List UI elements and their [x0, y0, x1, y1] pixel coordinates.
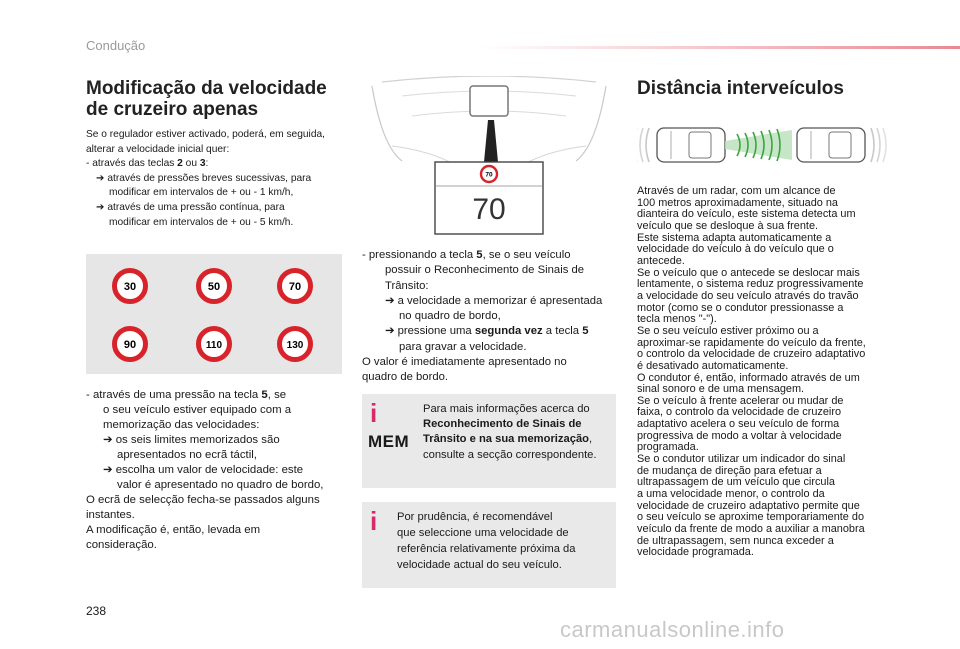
text-line: Se o seu veículo estiver próximo ou a: [637, 324, 819, 337]
bullet-line: modificar em intervalos de + ou - 1 km/h,: [109, 187, 294, 199]
key-5: 5: [582, 325, 589, 338]
text-line: o seu veículo estiver equipado com a: [103, 404, 292, 416]
intro-text: [86, 128, 342, 230]
text-line: Se o veículo que o antecede se deslocar mais: [637, 266, 860, 279]
speed-sign-90: [115, 329, 146, 360]
text-line: ultrapassagem de um veículo que circula: [637, 476, 835, 489]
radar-graphic: [637, 120, 887, 170]
text-line: Para mais informações acerca do: [423, 403, 590, 415]
sign-value: 30: [123, 281, 137, 293]
text-line: a uma velocidade menor, o controlo da: [637, 488, 825, 501]
sign-value: 110: [205, 340, 223, 351]
text-line: consulte a secção correspondente.: [423, 448, 597, 461]
text-line: Através de um radar, com um alcance de: [637, 185, 836, 197]
info-note-prudence: [362, 502, 616, 588]
radar-illustration: [637, 120, 887, 170]
display-speed-value: 70: [472, 193, 506, 226]
text-line: instantes.: [86, 509, 135, 521]
text-line: possuir o Reconhecimento de Sinais de: [385, 264, 585, 277]
text: , se: [267, 389, 287, 401]
title-line-2: de cruzeiro apenas: [86, 99, 259, 120]
bullet-line: ➔ através de uma pressão contínua, para: [96, 201, 285, 213]
bullet-line: modificar em intervalos de + ou - 5 km/h.: [109, 216, 294, 228]
text-line: apresentados no ecrã táctil,: [117, 449, 257, 461]
text-line: referência relativamente próxima da: [397, 543, 576, 555]
text-line: O valor é imediatamente apresentado no: [362, 356, 567, 369]
text-line: que seleccione uma velocidade de: [397, 527, 569, 539]
text-line: O ecrã de selecção fecha-se passados alguns: [86, 494, 320, 506]
bold-text: segunda vez: [474, 325, 543, 338]
text-line: ➔ a velocidade a memorizar é apresentada: [385, 294, 603, 307]
speed-sign-110: [199, 329, 230, 360]
text: ou: [182, 158, 200, 170]
info-icon: i: [370, 506, 378, 536]
intro-keys-line: [86, 157, 342, 172]
distance-text: [637, 186, 897, 559]
text-line: quadro de bordo.: [362, 371, 449, 384]
text: :: [205, 158, 209, 170]
text-line: sinal sonoro e de uma mensagem.: [637, 383, 805, 396]
text-line: programada.: [637, 441, 699, 454]
text-line: de ultrapassagem, sem nunca exceder a: [637, 534, 834, 547]
text-line: aproximar-se rapidamente do veículo da frente,: [637, 336, 866, 349]
key-3: 3: [199, 158, 206, 170]
text-line: motor (como se o condutor pressionasse a: [637, 301, 844, 314]
text-line: valor é apresentado no quadro de bordo,: [117, 479, 324, 491]
memorisation-text: [86, 388, 348, 553]
text-line: Se o condutor utilizar um indicador do sinal: [637, 453, 846, 466]
page-number: 238: [86, 604, 107, 618]
text-line: veículo que se desloque à sua frente.: [637, 219, 819, 232]
speed-signs-panel: [86, 254, 342, 374]
text-line: consideração.: [86, 539, 157, 551]
section-title: Condução: [86, 38, 146, 53]
sign-value: 50: [207, 281, 221, 293]
text-line: [362, 248, 624, 263]
text: - através das teclas: [86, 158, 178, 170]
text-line: velocidade actual do seu veículo.: [397, 559, 562, 571]
text: - pressionando a tecla: [362, 249, 477, 261]
key-5: 5: [476, 249, 483, 261]
text-line: Reconhecimento de Sinais de: [423, 418, 582, 431]
text-line: velocidade programada.: [637, 546, 754, 559]
text-line: [362, 324, 624, 339]
text-line: de mudança de direção para efetuar a: [637, 464, 822, 477]
intro-line: Se o regulador estiver activado, poderá, em seguida,: [86, 129, 325, 140]
key-2: 2: [177, 158, 183, 170]
text-line: Trânsito:: [385, 279, 429, 292]
text-line: 100 metros aproximadamente, situado na: [637, 196, 838, 209]
page-title: [86, 78, 342, 120]
key-5: 5: [261, 389, 268, 401]
text-line: memorização das velocidades:: [103, 419, 260, 431]
detected-sign-value: 70: [485, 171, 493, 179]
bold-text: Trânsito e na sua memorização: [423, 433, 590, 446]
dashboard-illustration: [362, 76, 616, 238]
text-line: Este sistema adapta automaticamente a: [637, 231, 832, 244]
sign-value: 130: [286, 340, 304, 351]
text-line: Se o veículo à frente acelerar ou mudar de: [637, 394, 844, 407]
intro-line: alterar a velocidade inicial quer:: [86, 143, 230, 155]
text: , se o seu veículo: [482, 249, 571, 261]
speed-sign-30: [115, 271, 146, 302]
text-line: o seu veículo se aproxime temporariamente do: [637, 511, 865, 524]
text-line: [86, 388, 348, 403]
text-line: o controlo da velocidade de cruzeiro adaptativo: [637, 348, 866, 361]
text-line: tecla menos "-").: [637, 313, 717, 326]
speed-sign-50: [199, 271, 230, 302]
text: ➔ pressione uma: [385, 325, 475, 338]
sign-recognition-text: [362, 248, 624, 386]
text-line: faixa, o controlo da velocidade de cruzeiro: [637, 406, 842, 419]
text-line: é desativado automaticamente.: [637, 359, 789, 372]
info-icon: i: [370, 398, 378, 428]
text-line: A modificação é, então, levada em: [86, 524, 261, 536]
title-line-1: Modificação da velocidade: [86, 78, 327, 99]
text-line: lentamente, o sistema reduz progressivamente: [637, 278, 864, 291]
text-line: Por prudência, é recomendável: [397, 511, 553, 523]
sign-value: 90: [123, 339, 137, 351]
info-note-memorisation: [362, 394, 616, 488]
note-text: [397, 509, 612, 573]
text-line: a velocidade do seu veículo através do travão: [637, 289, 859, 302]
header-accent-bar: [480, 46, 960, 49]
sign-value: 70: [288, 281, 302, 293]
text-line: O condutor é, então, informado através de um: [637, 371, 860, 384]
text-line: antecede.: [637, 254, 685, 267]
text-line: progressiva de modo a voltar à velocidade: [637, 429, 842, 442]
mem-icon: MEM: [368, 432, 410, 451]
watermark: carmanualsonline.info: [560, 617, 785, 642]
text-line: velocidade do veículo à do veículo que o: [637, 243, 834, 256]
text-line: adaptativo acelera o seu veículo de forma: [637, 418, 840, 431]
text-line: velocidade de cruzeiro adaptativo permite que: [637, 499, 860, 512]
bullet-line: ➔ através de pressões breves sucessivas, para: [96, 172, 312, 184]
dashboard-graphic: [362, 76, 616, 238]
text-line: [423, 432, 613, 447]
section-heading: Distância interveículos: [637, 78, 844, 99]
text-line: ➔ os seis limites memorizados são: [103, 434, 280, 446]
text: - através de uma pressão na tecla: [86, 389, 262, 401]
text-line: no quadro de bordo,: [399, 310, 501, 323]
text-line: para gravar a velocidade.: [399, 340, 527, 353]
speed-sign-70: [280, 271, 311, 302]
text-line: dianteira do veículo, este sistema detecta um: [637, 208, 856, 221]
text-line: ➔ escolha um valor de velocidade: este: [103, 464, 304, 476]
text-line: veículo da frente de modo a auxiliar a manobra: [637, 523, 865, 536]
note-text: [423, 402, 613, 463]
text: ,: [589, 433, 593, 446]
text: a tecla: [542, 325, 583, 338]
speed-sign-130: [280, 329, 311, 360]
speed-signs-graphic: [86, 254, 342, 374]
